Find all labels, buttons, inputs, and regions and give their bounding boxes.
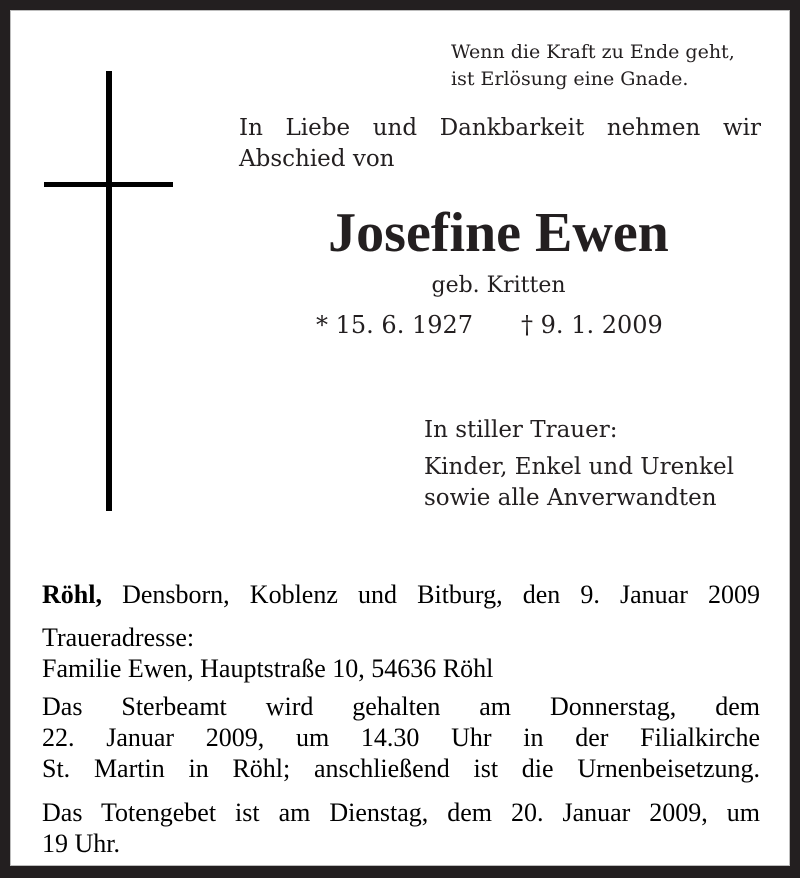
deceased-name: Josefine Ewen	[328, 202, 669, 264]
motto-line: Wenn die Kraft zu Ende geht,	[451, 41, 735, 63]
life-dates	[316, 311, 663, 339]
cross-icon-crossbar	[44, 182, 173, 187]
mourners-heading: In stiller Trauer:	[424, 417, 618, 443]
requiem-info	[42, 691, 760, 784]
prayer-info	[42, 797, 760, 859]
intro-text	[239, 113, 761, 175]
requiem-line: 22. Januar 2009, um 14.30 Uhr in der Filialkirche	[42, 723, 760, 752]
place-bold: Röhl,	[42, 580, 102, 609]
prayer-line: 19 Uhr.	[42, 829, 120, 858]
mourners-line: sowie alle Anverwandten	[424, 485, 717, 511]
requiem-line: Das Sterbeamt wird gehalten am Donnerstag, dem	[42, 692, 760, 721]
motto	[451, 39, 735, 93]
address-label: Traueradresse:	[42, 623, 195, 652]
maiden-name: geb. Kritten	[431, 273, 566, 298]
birth-date: * 15. 6. 1927	[316, 311, 474, 339]
prayer-line: Das Totengebet ist am Dienstag, dem 20. Januar 2009, um	[42, 798, 760, 827]
intro-line: Abschied von	[239, 146, 395, 172]
place-rest: Densborn, Koblenz und Bitburg, den 9. Januar 2009	[101, 580, 760, 609]
address-value: Familie Ewen, Hauptstraße 10, 54636 Röhl	[42, 654, 494, 683]
motto-line: ist Erlösung eine Gnade.	[451, 68, 689, 90]
requiem-line: St. Martin in Röhl; anschließend ist die Urnenbeisetzung.	[42, 754, 760, 783]
mourning-address	[42, 622, 760, 684]
place-date	[42, 579, 760, 610]
mourners-line: Kinder, Enkel und Urenkel	[424, 454, 734, 480]
death-date: † 9. 1. 2009	[521, 311, 663, 339]
intro-line: In Liebe und Dankbarkeit nehmen wir	[239, 115, 761, 141]
mourners	[424, 415, 734, 514]
obituary-notice	[10, 10, 790, 866]
